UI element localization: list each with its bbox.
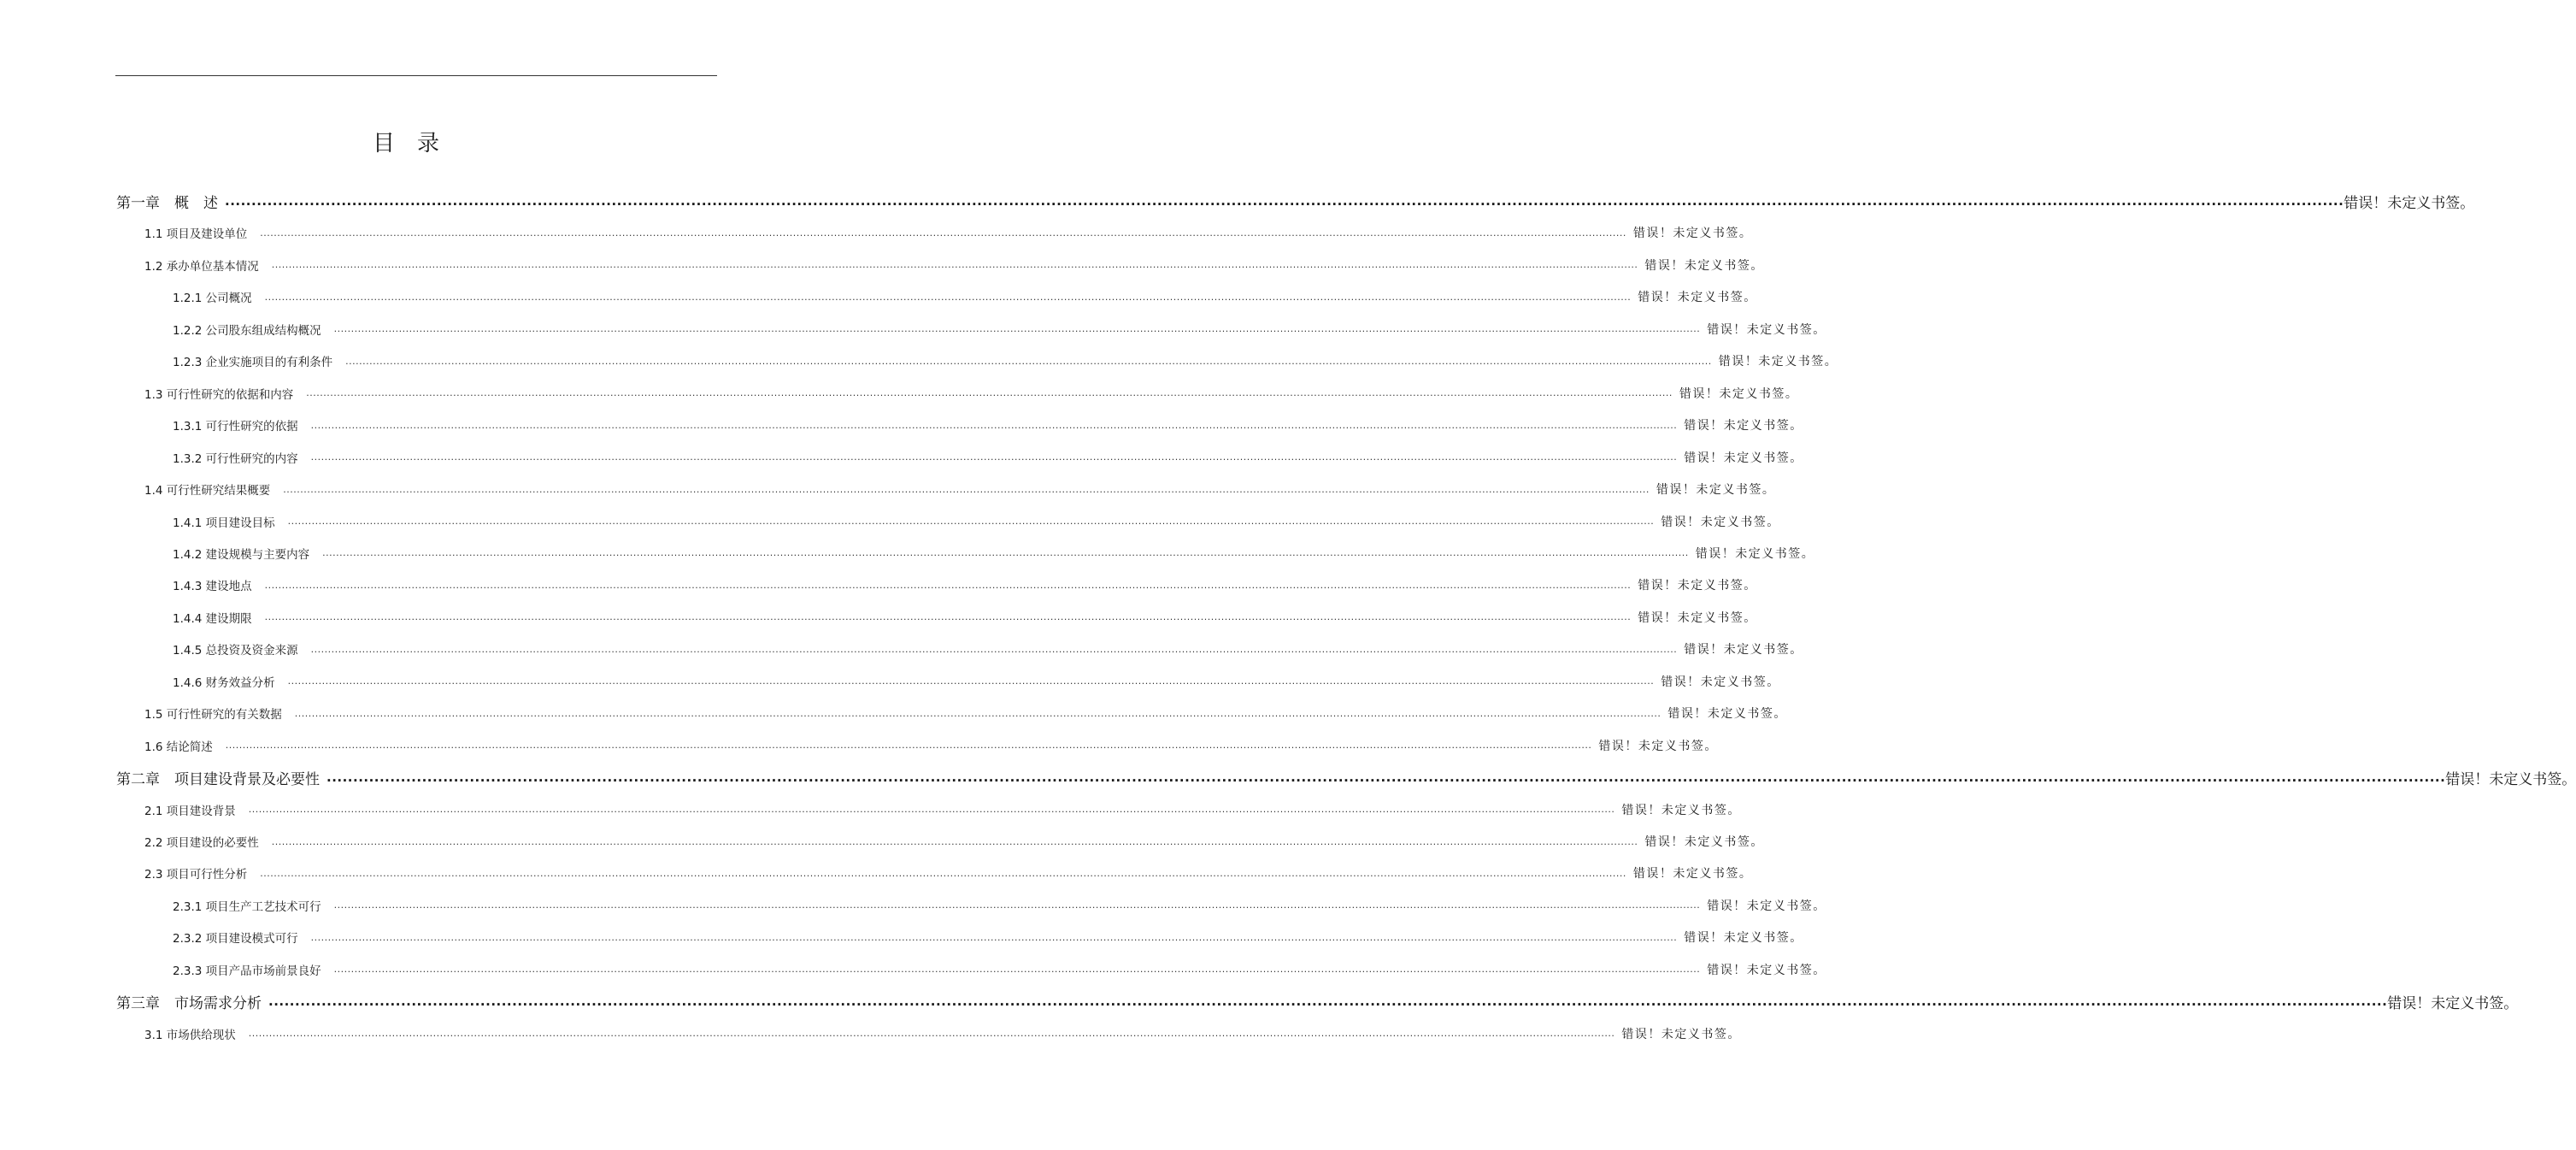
toc-dot-leader: ................................................................................................................................................................................................................................................................................................................................................................................................................ xyxy=(248,1028,1615,1040)
toc-entry-page-ref: 错误！未定义书签。 xyxy=(2344,194,2475,212)
toc-entry-page-ref: 错误！未定义书签。 xyxy=(1632,227,1753,241)
toc-entry-label: 1.3.1 可行性研究的依据 xyxy=(173,420,298,434)
toc-entry[interactable] xyxy=(144,860,1753,886)
toc-entry-label: 2.2 项目建设的必要性 xyxy=(144,836,259,850)
toc-entry-label: 3.1 市场供给现状 xyxy=(144,1028,236,1042)
toc-entry[interactable] xyxy=(173,924,1803,950)
toc-entry[interactable] xyxy=(173,893,1826,918)
toc-entry[interactable] xyxy=(173,348,1838,374)
toc-entry-page-ref: 错误！未定义书签。 xyxy=(1684,643,1803,658)
toc-entry-page-ref: 错误！未定义书签。 xyxy=(1644,835,1764,849)
toc-entry-page-ref: 错误！未定义书签。 xyxy=(1632,867,1753,882)
page-title: 目 录 xyxy=(372,131,439,156)
toc-dot-leader: ................................................................................................................................................................................................................................................................................................................................................................................................................ xyxy=(333,323,1701,335)
toc-entry-label: 1.4 可行性研究结果概要 xyxy=(144,484,271,498)
toc-entry[interactable] xyxy=(144,476,1776,502)
toc-dot-leader: ................................................................................................................................................................................................................................................................................................................................................................................................................ xyxy=(264,579,1632,591)
toc-entry-page-ref: 错误！未定义书签。 xyxy=(2445,770,2576,788)
toc-dot-leader: ................................................................................................................................................................................................................................................................................................................................................................................................................ xyxy=(306,387,1673,399)
toc-dot-leader: ................................................................................................................................................................................................................................................................................................................................................................................................................ xyxy=(294,707,1661,719)
toc-entry-page-ref: 错误！未定义书签。 xyxy=(1638,610,1757,625)
toc-entry-label: 第一章 概 述 xyxy=(116,194,218,212)
toc-entry-page-ref: 错误！未定义书签。 xyxy=(1707,322,1826,337)
toc-entry-label: 1.5 可行性研究的有关数据 xyxy=(144,708,282,722)
toc-entry-page-ref: 错误！未定义书签。 xyxy=(1621,803,1741,817)
toc-dot-leader: ................................................................................................................................................................................................................................................................................................................................................................................................................ xyxy=(287,675,1655,687)
toc-entry-page-ref: 错误！未定义书签。 xyxy=(1684,451,1803,465)
toc-dot-leader: ................................................................................................................................................................................................................................................................................................................................................................................................................ xyxy=(322,547,1689,559)
toc-dot-leader: ................................................................................................................................................................................................................................................................................................................................................................................................................ xyxy=(345,355,1712,367)
toc-entry-label: 1.3 可行性研究的依据和内容 xyxy=(144,387,294,402)
toc-dot-leader: ................................................................................................................................................................................................................................................................................................................................................................................................................ xyxy=(248,804,1615,816)
toc-dot-leader: ................................................................................................................................................................................................................................................................................................................................................................................................................ xyxy=(225,740,1592,752)
toc-entry-label: 1.4.6 财务效益分析 xyxy=(173,675,275,690)
toc-entry[interactable] xyxy=(173,540,1815,566)
toc-dot-leader: ................................................................................................................................................................................................................................................................................................................................................................................................................ xyxy=(283,483,1650,495)
toc-entry-label: 1.4.2 建设规模与主要内容 xyxy=(173,547,310,562)
toc-dot-leader: ................................................................................................................................................................................................................................................................................................................................................................................................................ xyxy=(225,193,2344,209)
toc-dot-leader: ................................................................................................................................................................................................................................................................................................................................................................................................................ xyxy=(333,964,1701,976)
toc-entry-label: 2.3 项目可行性分析 xyxy=(144,868,248,882)
toc-entry-page-ref: 错误！未定义书签。 xyxy=(1707,899,1826,913)
toc-dot-leader: ................................................................................................................................................................................................................................................................................................................................................................................................................ xyxy=(268,994,2388,1010)
toc-entry-label: 1.4.3 建设地点 xyxy=(173,580,252,594)
toc-entry[interactable] xyxy=(173,604,1757,630)
toc-entry-label: 1.2 承办单位基本情况 xyxy=(144,259,259,274)
toc-entry-page-ref: 错误！未定义书签。 xyxy=(1679,386,1799,401)
toc-entry-page-ref: 错误！未定义书签。 xyxy=(1621,1027,1741,1041)
toc-entry-page-ref: 错误！未定义书签。 xyxy=(1707,963,1826,977)
toc-entry-label: 第二章 项目建设背景及必要性 xyxy=(116,770,320,788)
toc-entry-page-ref: 错误！未定义书签。 xyxy=(1718,355,1838,369)
toc-entry-label: 1.2.3 企业实施项目的有利条件 xyxy=(173,356,333,370)
toc-entry[interactable] xyxy=(116,188,2475,214)
toc-entry-page-ref: 错误！未定义书签。 xyxy=(1638,579,1757,593)
header-rule xyxy=(115,75,717,76)
toc-dot-leader: ................................................................................................................................................................................................................................................................................................................................................................................................................ xyxy=(310,451,1678,463)
toc-entry-label: 1.4.1 项目建设目标 xyxy=(173,516,275,530)
toc-entry[interactable] xyxy=(144,220,1753,245)
toc-entry-page-ref: 错误！未定义书签。 xyxy=(1684,931,1803,946)
toc-dot-leader: ................................................................................................................................................................................................................................................................................................................................................................................................................ xyxy=(310,419,1678,431)
toc-dot-leader: ................................................................................................................................................................................................................................................................................................................................................................................................................ xyxy=(326,770,2446,786)
toc-entry[interactable] xyxy=(173,509,1780,534)
toc-entry[interactable] xyxy=(173,412,1803,438)
toc-entry-page-ref: 错误！未定义书签。 xyxy=(2387,994,2519,1012)
toc-dot-leader: ................................................................................................................................................................................................................................................................................................................................................................................................................ xyxy=(271,259,1638,271)
toc-dot-leader: ................................................................................................................................................................................................................................................................................................................................................................................................................ xyxy=(260,867,1626,879)
toc-dot-leader: ................................................................................................................................................................................................................................................................................................................................................................................................................ xyxy=(310,643,1678,655)
toc-entry[interactable] xyxy=(116,764,2576,790)
toc-dot-leader: ................................................................................................................................................................................................................................................................................................................................................................................................................ xyxy=(310,931,1678,943)
toc-entry-label: 1.4.5 总投资及资金来源 xyxy=(173,644,298,658)
toc-entry-label: 1.2.1 公司概况 xyxy=(173,292,252,306)
toc-dot-leader: ................................................................................................................................................................................................................................................................................................................................................................................................................ xyxy=(287,516,1655,527)
toc-entry-label: 2.3.2 项目建设模式可行 xyxy=(173,932,298,947)
toc-entry-page-ref: 错误！未定义书签。 xyxy=(1695,546,1815,561)
toc-entry-page-ref: 错误！未定义书签。 xyxy=(1684,419,1803,433)
toc-entry[interactable] xyxy=(173,445,1803,470)
toc-entry[interactable] xyxy=(173,572,1757,598)
toc-entry[interactable] xyxy=(173,957,1826,982)
toc-entry-label: 第三章 市场需求分析 xyxy=(116,994,262,1012)
toc-dot-leader: ................................................................................................................................................................................................................................................................................................................................................................................................................ xyxy=(264,291,1632,303)
toc-entry-label: 1.3.2 可行性研究的内容 xyxy=(173,451,298,466)
toc-entry-page-ref: 错误！未定义书签。 xyxy=(1667,707,1787,722)
toc-entry-page-ref: 错误！未定义书签。 xyxy=(1638,291,1757,305)
toc-entry[interactable] xyxy=(173,669,1780,694)
toc-entry[interactable] xyxy=(144,252,1764,278)
toc-entry-page-ref: 错误！未定义书签。 xyxy=(1644,258,1764,273)
toc-dot-leader: ................................................................................................................................................................................................................................................................................................................................................................................................................ xyxy=(264,611,1632,623)
toc-dot-leader: ................................................................................................................................................................................................................................................................................................................................................................................................................ xyxy=(271,835,1638,847)
toc-entry[interactable] xyxy=(173,636,1803,662)
toc-dot-leader: ................................................................................................................................................................................................................................................................................................................................................................................................................ xyxy=(260,227,1626,239)
toc-entry[interactable] xyxy=(144,797,1741,823)
toc-entry[interactable] xyxy=(144,380,1799,406)
toc-entry-label: 2.3.1 项目生产工艺技术可行 xyxy=(173,899,321,914)
toc-entry[interactable] xyxy=(116,988,2519,1014)
toc-entry-label: 1.1 项目及建设单位 xyxy=(144,227,248,242)
toc-entry-page-ref: 错误！未定义书签。 xyxy=(1598,739,1718,753)
toc-entry-page-ref: 错误！未定义书签。 xyxy=(1661,515,1780,529)
toc-entry-page-ref: 错误！未定义书签。 xyxy=(1656,483,1776,498)
toc-entry[interactable] xyxy=(144,1021,1741,1047)
toc-entry[interactable] xyxy=(173,316,1826,342)
toc-entry[interactable] xyxy=(144,829,1764,854)
toc-entry[interactable] xyxy=(144,733,1718,758)
toc-entry-label: 2.1 项目建设背景 xyxy=(144,804,236,818)
toc-entry-label: 2.3.3 项目产品市场前景良好 xyxy=(173,964,321,978)
toc-entry-label: 1.2.2 公司股东组成结构概况 xyxy=(173,323,321,338)
toc-entry[interactable] xyxy=(173,284,1757,310)
toc-entry-page-ref: 错误！未定义书签。 xyxy=(1661,675,1780,689)
toc-entry-label: 1.6 结论简述 xyxy=(144,740,213,754)
toc-entry-label: 1.4.4 建设期限 xyxy=(173,611,252,626)
toc-dot-leader: ................................................................................................................................................................................................................................................................................................................................................................................................................ xyxy=(333,899,1701,911)
toc-entry[interactable] xyxy=(144,700,1787,726)
